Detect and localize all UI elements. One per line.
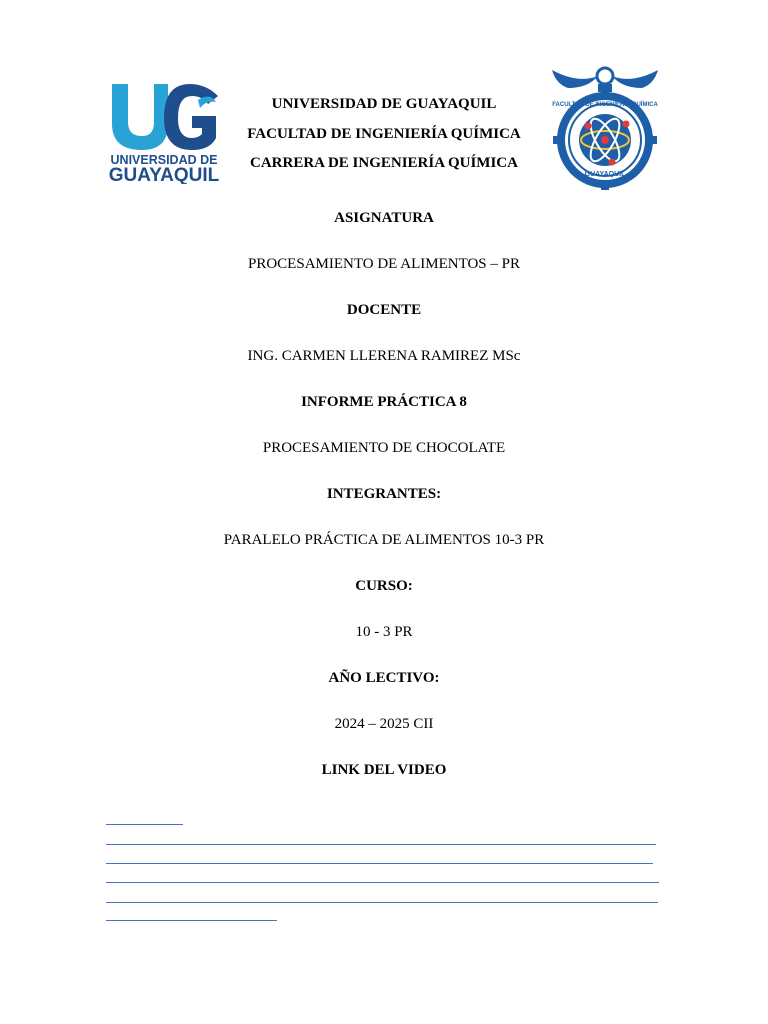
docente-label: DOCENTE — [346, 302, 422, 318]
informe-label: INFORME PRÁCTICA 8 — [301, 394, 467, 410]
ano-lectivo-label: AÑO LECTIVO: — [328, 670, 440, 686]
ano-lectivo-value: 2024 – 2025 CII — [334, 716, 434, 732]
faculty-name: FACULTAD DE INGENIERÍA QUÍMICA — [247, 125, 521, 142]
docente-value: ING. CARMEN LLERENA RAMIREZ MSc — [247, 348, 521, 364]
link-underline[interactable] — [106, 902, 658, 903]
universidad-de-guayaquil-logo — [102, 80, 226, 184]
informe-value: PROCESAMIENTO DE CHOCOLATE — [262, 440, 506, 456]
integrantes-value: PARALELO PRÁCTICA DE ALIMENTOS 10-3 PR — [223, 532, 545, 548]
logo-left-top-text: UNIVERSIDAD DE — [110, 153, 218, 167]
link-underline[interactable] — [106, 863, 653, 864]
institution-header — [234, 90, 534, 179]
link-underline[interactable] — [106, 882, 659, 883]
integrantes-label: INTEGRANTES: — [326, 486, 442, 502]
link-underline[interactable] — [106, 920, 277, 921]
emblem-bottom-text: GUAYAQUIL — [584, 171, 626, 178]
curso-label: CURSO: — [355, 578, 413, 594]
logo-left-bottom-text: GUAYAQUIL — [108, 165, 220, 184]
link-del-video-label: LINK DEL VIDEO — [321, 762, 447, 778]
emblem-ring-text: FACULTAD DE INGENIERÍA QUÍMICA — [552, 102, 658, 108]
asignatura-value: PROCESAMIENTO DE ALIMENTOS – PR — [248, 256, 520, 272]
curso-value: 10 - 3 PR — [355, 624, 413, 640]
link-underline[interactable] — [106, 844, 656, 845]
facultad-ingenieria-quimica-emblem — [548, 62, 662, 190]
career-name: CARRERA DE INGENIERÍA QUÍMICA — [250, 155, 518, 171]
university-name: UNIVERSIDAD DE GUAYAQUIL — [271, 96, 497, 112]
asignatura-label: ASIGNATURA — [334, 210, 434, 226]
link-underline[interactable] — [106, 824, 183, 825]
